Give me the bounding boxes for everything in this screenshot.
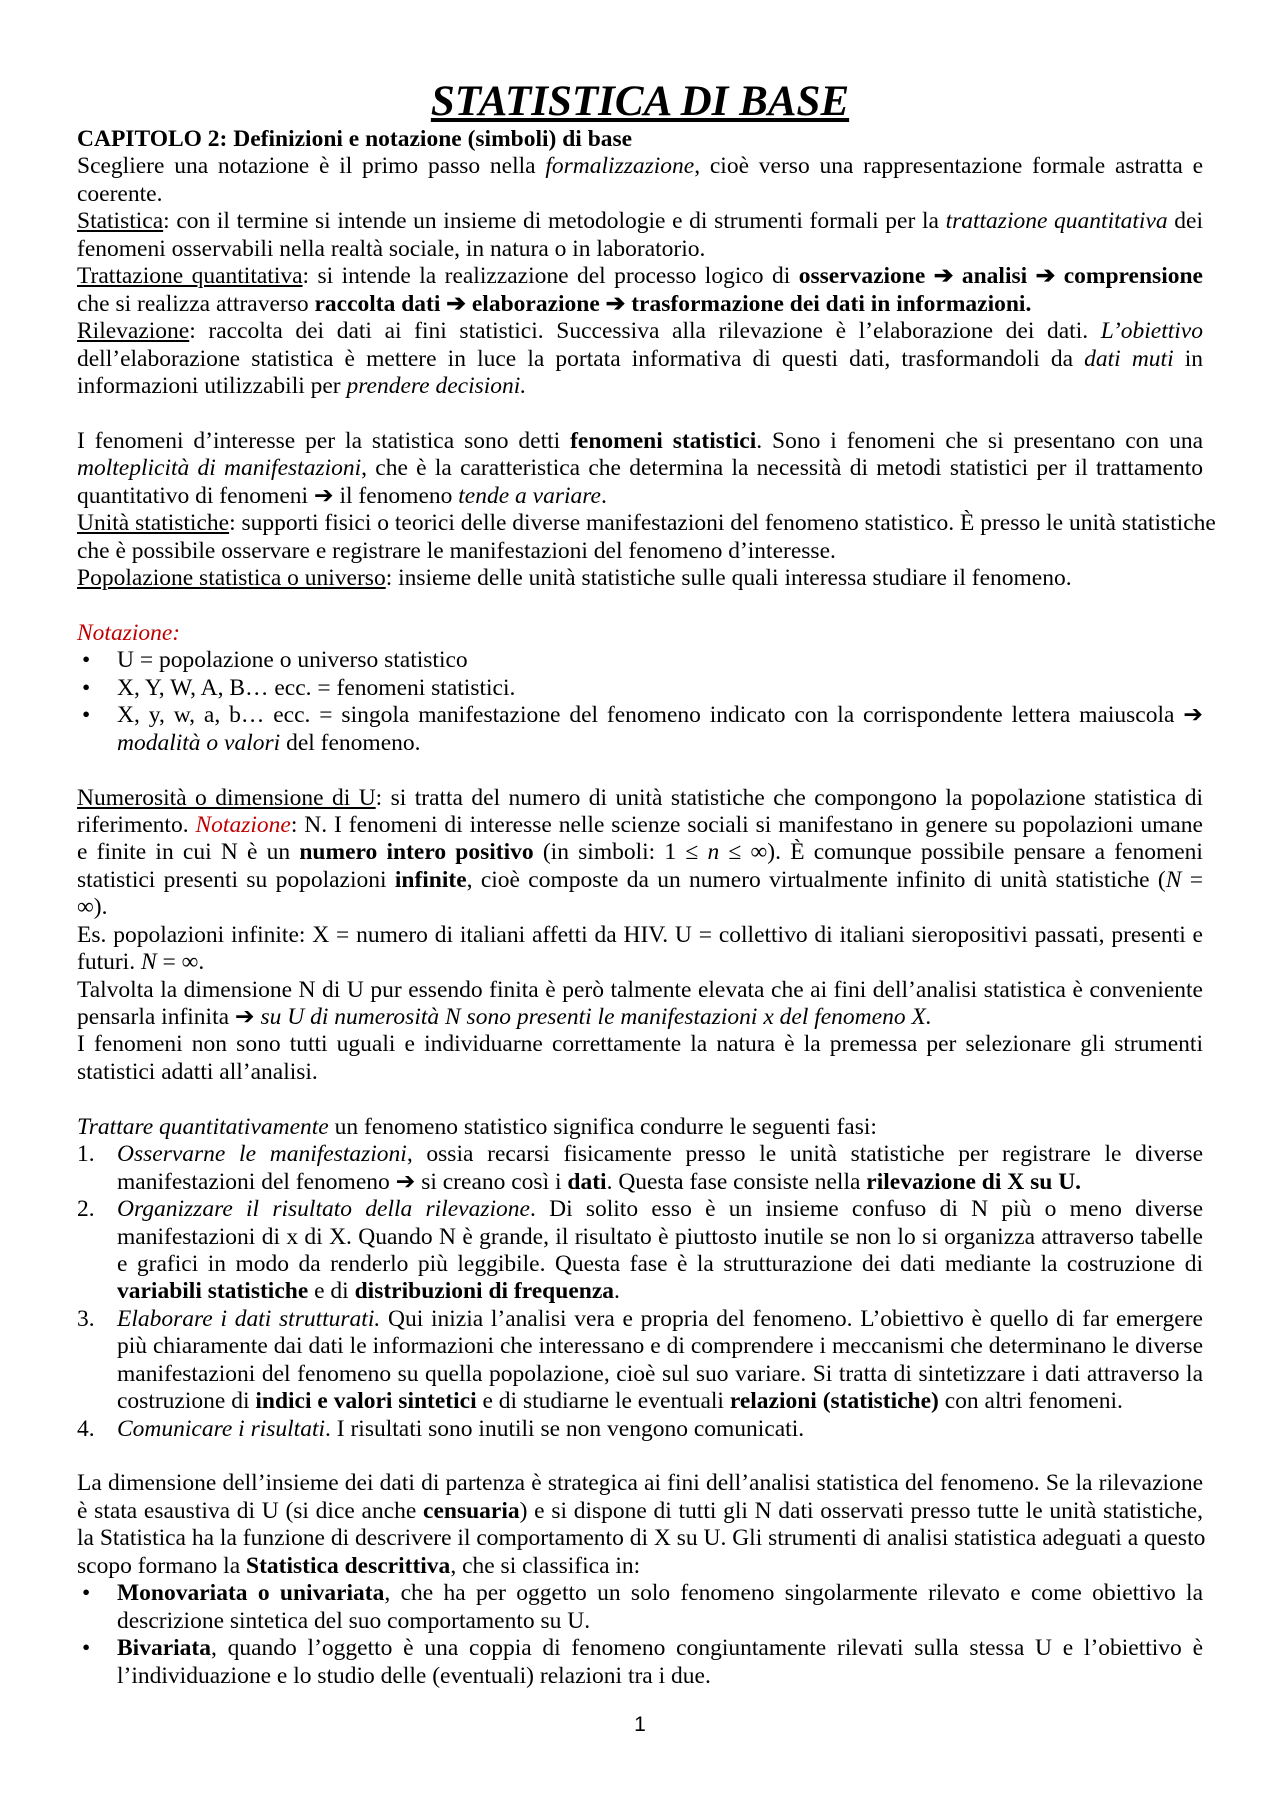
italic-term: Elaborare i dati strutturati. [117, 1305, 381, 1332]
phase-number: 4. [77, 1415, 95, 1442]
text-run: , che ha per oggetto un solo fenomeno singolarmente rilevato e come obiettivo la [384, 1580, 1203, 1607]
text-line [77, 894, 1203, 921]
text-run: dell’elaborazione statistica è mettere in luce la portata informativa di questi dati, trasformandoli da [77, 345, 1085, 372]
text-run: . Questa fase consiste nella [606, 1168, 867, 1195]
text-run: . I risultati sono inutili se non vengono comunicati. [325, 1415, 805, 1442]
bullet-marker: • [82, 674, 91, 701]
italic-term: Trattare quantitativamente [77, 1113, 329, 1140]
text-run: : N. I fenomeni di interesse nelle scienze sociali si manifestano in genere su popolazioni umane [290, 811, 1203, 838]
text-run: . Sono i fenomeni che si presentano con una [756, 427, 1204, 454]
text-run: , che si classifica in: [450, 1552, 641, 1579]
text-run: manifestazioni di x di X. Quando N è grande, il risultato è piuttosto inutile se non lo si organizza attraverso tabelle [117, 1223, 1203, 1250]
text-line [77, 510, 1216, 537]
phase-item [77, 1306, 1203, 1416]
text-run: dei [1167, 208, 1203, 235]
italic-term: molteplicità di manifestazioni [77, 455, 362, 482]
phase-item [77, 1416, 1203, 1443]
bold-term: distribuzioni di frequenza [354, 1278, 615, 1305]
text-line [77, 839, 1203, 866]
text-line [117, 1580, 1203, 1607]
text-line [77, 1004, 1203, 1031]
text-run: , cioè composte da un numero virtualmente infinito di unità statistiche ( [466, 866, 1166, 893]
blank-line [77, 1443, 1203, 1470]
text-line [77, 208, 1203, 235]
text-run: quantitativo di fenomeni ➔ il fenomeno [77, 482, 459, 509]
bold-term: infinite [394, 866, 467, 893]
blank-line [77, 400, 1203, 427]
text-run: informazioni utilizzabili per [77, 372, 347, 399]
underlined-term: Trattazione quantitativa [77, 263, 303, 290]
italic-term: L’obiettivo [1100, 318, 1203, 345]
chapter-heading: CAPITOLO 2: Definizioni e notazione (simboli) di base [77, 126, 633, 152]
text-line [77, 867, 1203, 894]
text-line [77, 1031, 1203, 1058]
text-run: : insieme delle unità statistiche sulle quali interessa studiare il fenomeno. [385, 565, 1072, 591]
text-run: Qui inizia l’analisi vera e propria del fenomeno. L’obiettivo è quello di far emergere [380, 1305, 1203, 1332]
text-run: costruzione di [117, 1388, 256, 1415]
text-line [77, 428, 1203, 455]
text-line [77, 1059, 1203, 1086]
text-run: è stata esaustiva di U (si dice anche [77, 1497, 424, 1524]
text-line [77, 977, 1203, 1004]
bullet-marker: • [82, 1580, 91, 1607]
text-run: e di [308, 1278, 355, 1305]
text-line [77, 785, 1203, 812]
math-run: 1 ≤ [664, 839, 708, 866]
bold-term: relazioni (statistiche) [729, 1388, 939, 1415]
text-line [117, 1663, 1203, 1690]
underlined-term: Popolazione statistica o universo [77, 565, 386, 591]
text-line [77, 922, 1203, 949]
italic-term: trattazione quantitativa [945, 208, 1168, 235]
text-run: un fenomeno statistico significa condurre le seguenti fasi: [328, 1113, 877, 1140]
text-run: La dimensione dell’insieme dei dati di partenza è strategica ai fini dell’analisi statistica del fenomeno. Se la rilevazione [77, 1470, 1203, 1497]
text-line [117, 1196, 1203, 1223]
text-line [117, 1306, 1203, 1333]
text-line [77, 181, 1203, 208]
text-line [117, 1361, 1203, 1388]
bullet-marker: • [82, 702, 91, 729]
text-run: ) e si dispone di tutti gli N dati osservati presso tutte le unità statistiche, [519, 1497, 1203, 1524]
text-line [77, 949, 1203, 976]
text-line [117, 1224, 1203, 1251]
notation-item [77, 647, 1203, 674]
text-run: che è possibile osservare e registrare le manifestazioni del fenomeno d’interesse. [77, 537, 836, 564]
text-run: . Di solito esso è un insieme confuso di N più o meno diverse [529, 1196, 1203, 1223]
text-line [117, 1169, 1203, 1196]
text-run: con altri fenomeni. [938, 1388, 1123, 1415]
text-line [77, 565, 1203, 592]
page-title: STATISTICA DI BASE [430, 78, 850, 125]
text-run: . [600, 482, 607, 509]
text-line [117, 702, 1203, 729]
text-run: pensarla infinita ➔ [77, 1004, 261, 1030]
bold-term: dati [567, 1168, 607, 1195]
underlined-term: Unità statistiche [77, 510, 230, 537]
text-run: la Statistica ha la funzione di descrivere il comportamento di X su U. Gli strumenti di analisi statistica adeguati a questo [77, 1525, 1206, 1552]
text-run: manifestazioni del fenomeno su quella popolazione, cioè sul suo variare. Si tratta di sintetizzare i dati attraverso la [117, 1360, 1203, 1387]
text-run: Scegliere una notazione è il primo passo nella [77, 153, 546, 180]
text-line [77, 1470, 1203, 1497]
bullet-marker: • [82, 647, 91, 674]
text-run: : raccolta dei dati ai fini statistici. Successiva alla rilevazione è l’elaborazione dei dati. [189, 318, 1101, 345]
math-run: = [1181, 866, 1203, 893]
italic-term: su U di numerosità N sono presenti le manifestazioni x del fenomeno X. [260, 1004, 932, 1030]
text-line [77, 318, 1203, 345]
phase-item [77, 1141, 1203, 1196]
text-run: statistici presenti su popolazioni [77, 866, 395, 893]
notation-item [77, 702, 1203, 757]
italic-term: Organizzare il risultato della rilevazione [117, 1196, 530, 1223]
italic-term: dati muti [1084, 345, 1174, 372]
text-run: : si intende la realizzazione del processo logico di [302, 263, 799, 290]
text-run: : supporti fisici o teorici delle diverse manifestazioni del fenomeno statistico. È presso le unità statistiche [229, 510, 1216, 537]
text-line [117, 1635, 1203, 1662]
text-line [117, 1251, 1203, 1278]
text-run: futuri. [77, 949, 141, 976]
phase-number: 3. [77, 1305, 95, 1332]
text-run: descrizione sintetica del suo comportamento su U. [117, 1607, 591, 1634]
blank-line [77, 757, 1203, 784]
text-line [77, 812, 1203, 839]
page-number: 1 [634, 1713, 646, 1736]
notation-label: Notazione: [77, 619, 181, 646]
text-run: Es. popolazioni infinite: X = numero di italiani affetti da HIV. U = collettivo di italiani sieropositivi passati, presenti e [77, 921, 1203, 948]
text-line [117, 730, 1203, 757]
math-run: ≤ ∞ [719, 839, 768, 866]
classification-item [77, 1635, 1203, 1690]
text-run: e grafici in modo da renderlo più leggibile. Questa fase è la strutturazione dei dati mediante la costruzione di [117, 1250, 1203, 1277]
italic-term: formalizzazione [545, 153, 695, 180]
bold-term: numero intero positivo [299, 839, 534, 866]
bold-term: Monovariata o univariata [117, 1580, 385, 1607]
text-line [77, 538, 1203, 565]
text-run: riferimento. [77, 811, 196, 838]
text-line [77, 455, 1203, 482]
italic-term: prendere decisioni. [346, 372, 527, 399]
math-run: ∞). [77, 894, 108, 921]
text-line [77, 153, 1203, 180]
text-run: e di studiarne le eventuali [476, 1388, 730, 1415]
text-run: e finite in cui N è un [77, 839, 300, 866]
text-line [77, 291, 1203, 318]
text-line [77, 1498, 1203, 1525]
text-line [77, 1525, 1206, 1552]
italic-term: Osservarne le manifestazioni [117, 1141, 407, 1168]
bold-term: fenomeni statistici [570, 427, 757, 454]
text-run: più chiaramente dai dati le informazioni che interessano e di comprendere i meccanismi che determinano le diverse [117, 1333, 1203, 1360]
notation-item [77, 675, 1203, 702]
text-run: statistici adatti all’analisi. [77, 1058, 318, 1085]
text-line [77, 1553, 1203, 1580]
text-run: U = popolazione o universo statistico [117, 647, 468, 674]
text-line [117, 1388, 1203, 1415]
phase-number: 2. [77, 1196, 95, 1223]
text-run: coerente. [77, 180, 163, 207]
text-run: : si tratta del numero di unità statistiche che compongono la popolazione statistica di [375, 784, 1203, 811]
underlined-term: Statistica [77, 208, 164, 235]
text-run: , quando l’oggetto è una coppia di fenomeno congiuntamente rilevati sulla stessa U e l’obiettivo è [211, 1635, 1203, 1662]
text-run: X, Y, W, A, B… ecc. = fenomeni statistici. [117, 674, 516, 701]
text-run: ). È comunque possibile pensare a fenomeni [767, 839, 1203, 866]
text-run: . [614, 1278, 620, 1305]
text-line [117, 675, 1203, 702]
text-run: manifestazioni del fenomeno ➔ si creano così i [117, 1168, 568, 1195]
underlined-term: Numerosità o dimensione di U [77, 784, 376, 811]
text-line [117, 1278, 1203, 1305]
italic-term: modalità o valori [117, 729, 281, 756]
text-run: che si realizza attraverso [77, 290, 315, 317]
text-run: Talvolta la dimensione N di U pur essendo finita è però talmente elevata che ai fini dell’analisi statistica è conveniente [77, 976, 1203, 1003]
text-run: , cioè verso una rappresentazione formale astratta e [694, 153, 1203, 180]
bold-term: Statistica descrittiva [246, 1552, 451, 1579]
bold-term: censuaria [423, 1497, 520, 1524]
blank-line [77, 1086, 1203, 1113]
text-run: , ossia recarsi fisicamente presso le unità statistiche per registrare le diverse [406, 1141, 1204, 1168]
text-line [77, 483, 1203, 510]
math-variable: n [707, 839, 720, 866]
bold-term: rilevazione di X su U. [866, 1168, 1082, 1195]
bold-term: raccolta dati ➔ elaborazione ➔ trasformazione dei dati in informazioni. [314, 290, 1032, 317]
math-variable: N [1165, 866, 1182, 893]
italic-term: tende a variare [458, 482, 601, 509]
bold-term: Bivariata [117, 1635, 211, 1662]
math-run: = ∞. [156, 949, 205, 976]
text-run: (in simboli: [533, 839, 665, 866]
text-line [77, 346, 1203, 373]
text-run: X, y, w, a, b… ecc. = singola manifestazione del fenomeno indicato con la corrispondente lettera maiuscola ➔ [117, 702, 1203, 729]
text-line [117, 647, 1203, 674]
text-line [117, 1608, 1203, 1635]
text-line [117, 1141, 1203, 1168]
text-run: del fenomeno. [280, 729, 421, 756]
math-variable: N [140, 949, 157, 976]
text-run: , che è la caratteristica che determina la necessità di metodi statistici per il trattamento [361, 455, 1204, 482]
classification-item [77, 1580, 1203, 1635]
bold-term: variabili statistiche [117, 1278, 309, 1305]
text-line [117, 1416, 1203, 1443]
blank-line [77, 592, 1203, 619]
text-run: l’individuazione e lo studio delle (eventuali) relazioni tra i due. [117, 1662, 711, 1689]
text-line [117, 1333, 1203, 1360]
bold-term: indici e valori sintetici [255, 1388, 477, 1415]
text-line [77, 236, 1203, 263]
bold-term: osservazione ➔ analisi ➔ comprensione [798, 263, 1203, 290]
italic-term: Comunicare i risultati [117, 1415, 326, 1442]
phase-item [77, 1196, 1203, 1306]
text-line [77, 373, 1203, 400]
text-run: fenomeni osservabili nella realtà sociale, in natura o in laboratorio. [77, 235, 706, 262]
text-run: I fenomeni d’interesse per la statistica sono detti [77, 427, 571, 454]
bullet-marker: • [82, 1635, 91, 1662]
text-line [77, 263, 1203, 290]
document-page [77, 78, 1216, 1690]
text-run: scopo formano la [77, 1552, 247, 1579]
text-run: : con il termine si intende un insieme di metodologie e di strumenti formali per la [163, 208, 946, 235]
text-run: I fenomeni non sono tutti uguali e individuarne correttamente la natura è la premessa per selezionare gli strumenti [77, 1031, 1203, 1058]
phase-number: 1. [77, 1141, 95, 1168]
text-line [77, 1114, 1203, 1141]
underlined-term: Rilevazione [77, 318, 190, 345]
notation-label-inline: Notazione [195, 811, 291, 838]
text-run: in [1173, 345, 1203, 372]
